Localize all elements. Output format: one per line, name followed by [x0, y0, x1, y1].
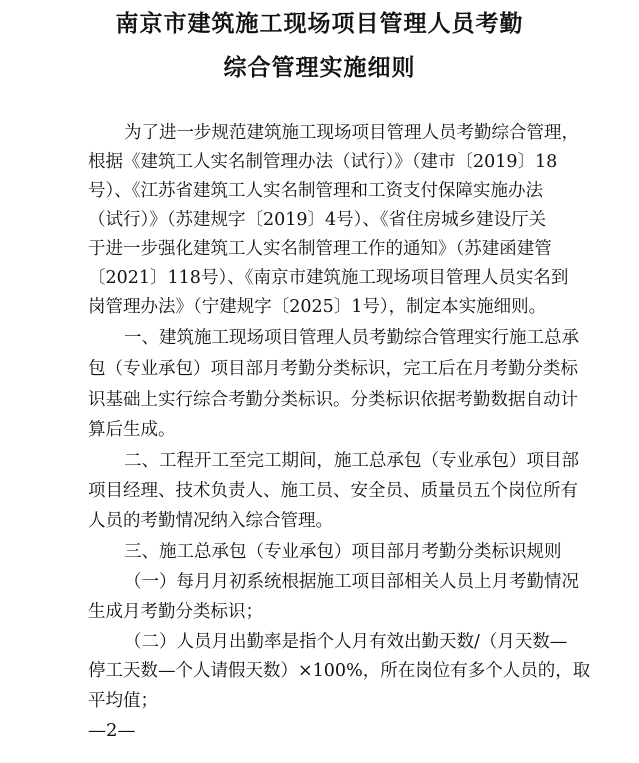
paragraph-line: 识基础上实行综合考勤分类标识。分类标识依据考勤数据自动计	[88, 390, 578, 410]
page-number: —2—	[88, 720, 136, 741]
paragraph-line: 岗管理办法》（宁建规字〔2025〕1号），制定本实施细则。	[88, 297, 547, 317]
paragraph-line: 包（专业承包）项目部月考勤分类标识，完工后在月考勤分类标	[88, 359, 578, 379]
paragraph-line: 号）、《江苏省建筑工人实名制管理和工资支付保障实施办法	[88, 181, 543, 201]
paragraph-line: 〔2021〕118号）、《南京市建筑施工现场项目管理人员实名到	[88, 268, 569, 288]
document-title-line-1: 南京市建筑施工现场项目管理人员考勤	[115, 10, 524, 37]
paragraph-line: 平均值；	[88, 691, 158, 711]
paragraph-line: （二）人员月出勤率是指个人月有效出勤天数/（月天数—	[124, 632, 568, 652]
paragraph-line: 停工天数—个人请假天数）×100%，所在岗位有多个人员的，取	[88, 661, 591, 681]
paragraph-line: 二、工程开工至完工期间，施工总承包（专业承包）项目部	[124, 451, 579, 471]
paragraph-line: 一、建筑施工现场项目管理人员考勤综合管理实行施工总承	[124, 328, 579, 348]
paragraph-line: （试行）》（苏建规字〔2019〕4号）、《省住房城乡建设厅关	[88, 210, 547, 230]
paragraph-line: 三、施工总承包（专业承包）项目部月考勤分类标识规则	[124, 542, 562, 562]
paragraph-line: 根据《建筑工人实名制管理办法（试行）》（建市〔2019〕18	[88, 152, 558, 172]
paragraph-line: 人员的考勤情况纳入综合管理。	[88, 511, 333, 531]
document-title-line-2: 综合管理实施细则	[223, 54, 416, 81]
paragraph-line: 于进一步强化建筑工人实名制管理工作的通知》（苏建函建管	[88, 239, 552, 259]
paragraph-line: （一）每月月初系统根据施工项目部相关人员上月考勤情况	[124, 572, 579, 592]
paragraph-line: 为了进一步规范建筑施工现场项目管理人员考勤综合管理，	[124, 123, 579, 143]
paragraph-line: 项目经理、技术负责人、施工员、安全员、质量员五个岗位所有	[88, 481, 578, 501]
paragraph-line: 生成月考勤分类标识；	[88, 602, 263, 622]
paragraph-line: 算后生成。	[88, 420, 176, 440]
